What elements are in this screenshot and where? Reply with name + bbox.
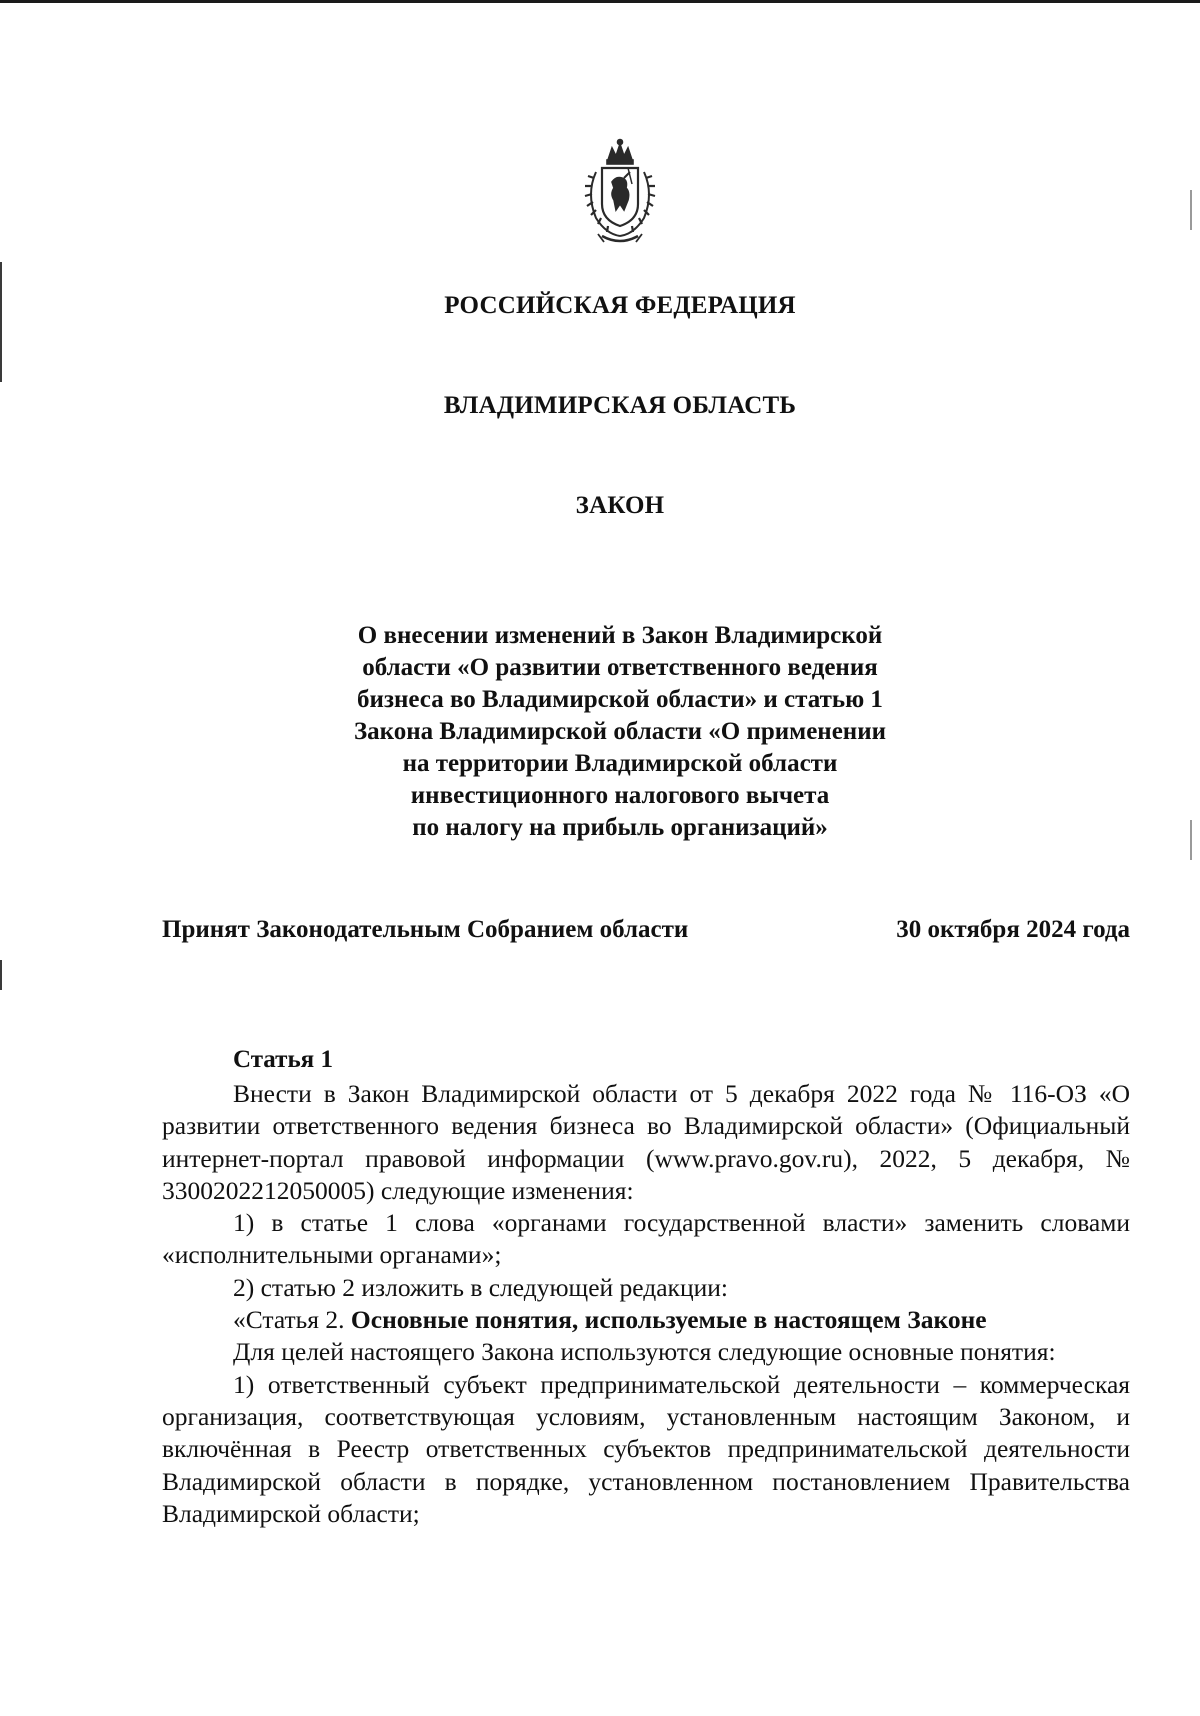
adopting-body: Принят Законодательным Собранием области (162, 916, 689, 943)
article-title: Статья 1 (233, 1046, 333, 1073)
adoption-date: 30 октября 2024 года (896, 916, 1130, 943)
law-title-line: О внесении изменений в Закон Владимирской (357, 622, 883, 649)
law-title-line: инвестиционного налогового вычета (410, 782, 830, 809)
region-heading: ВЛАДИМИРСКАЯ ОБЛАСТЬ (443, 392, 797, 419)
federation-heading: РОССИЙСКАЯ ФЕДЕРАЦИЯ (444, 292, 796, 319)
amendment-item-1: 1) в статье 1 слова «органами государственной власти» заменить словами «исполнительными органами»; (162, 1208, 1130, 1270)
quoted-article-heading (162, 1304, 1130, 1336)
amendment-item-2: 2) статью 2 изложить в следующей редакции: (233, 1272, 728, 1302)
article-intro: Внести в Закон Владимирской области от 5 декабря 2022 года № 116-ОЗ «О развитии ответственного ведения бизнеса во Владимирской области» (Официальный интернет-портал правовой информации (www.pravo.gov.ru), 2022, 5 декабря, № 3300202212050005) следующие изменения: (162, 1079, 1130, 1205)
quoted-article-prefix: «Статья 2. (233, 1305, 351, 1335)
law-title-line: по налогу на прибыль организаций» (412, 814, 828, 841)
law-title-line: на территории Владимирской области (402, 750, 838, 777)
definition-item-1: 1) ответственный субъект предпринимательской деятельности – коммерческая организация, соответствующая условиям, установленным настоящим Законом, и включённая в Реестр ответственных субъектов предпринимательской деятельности Владимирской области в порядке, установленном постановлением Правительства Владимирской области; (162, 1369, 1130, 1528)
scan-edge-left (0, 262, 2, 382)
scan-edge-left-lower (0, 960, 2, 990)
document-type-heading: ЗАКОН (575, 492, 665, 519)
scan-edge-top (0, 0, 1200, 3)
law-title (260, 620, 980, 844)
scan-mark-right-lower (1190, 820, 1192, 860)
scan-mark-right (1190, 190, 1192, 230)
quoted-article-title: Основные понятия, используемые в настоящем Законе (350, 1305, 987, 1335)
law-title-line: области «О развитии ответственного ведения (362, 654, 878, 681)
coat-of-arms-icon (572, 138, 668, 246)
article-body (162, 1078, 1130, 1530)
adoption-line (162, 916, 1130, 944)
law-title-line: бизнеса во Владимирской области» и статью 1 (357, 686, 883, 713)
definitions-intro: Для целей настоящего Закона используются следующие основные понятия: (233, 1337, 1056, 1367)
law-title-line: Закона Владимирской области «О применении (353, 718, 887, 745)
